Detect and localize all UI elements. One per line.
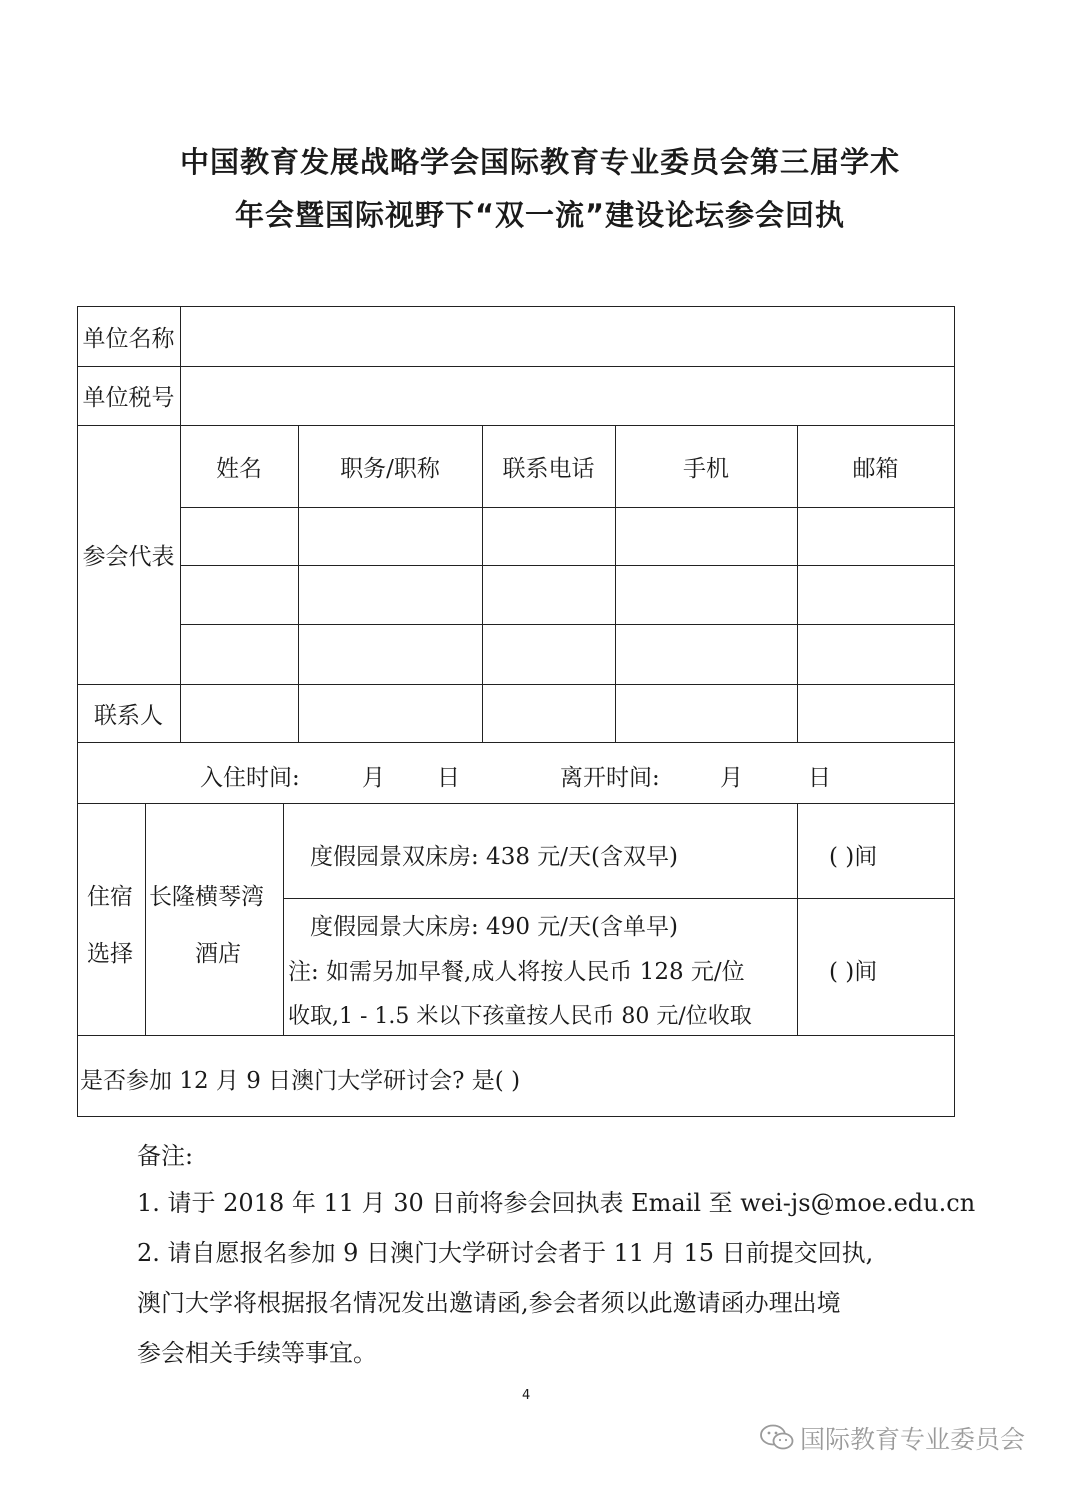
room-note-1: 注: 如需另加早餐,成人将按人民币 128 元/位 (288, 959, 745, 985)
contact-label: 联系人 (94, 702, 163, 729)
delegate-row-1[interactable] (181, 508, 954, 564)
header-title: 职务/职称 (340, 455, 440, 482)
watermark-text: 国际教育专业委员会 (800, 1425, 1026, 1454)
page-number: 4 (522, 1388, 531, 1403)
watermark (760, 1420, 1025, 1456)
room-king-option: 度假园景大床房: 490 元/天(含单早) (310, 914, 678, 940)
notes-line-2: 2. 请自愿报名参加 9 日澳门大学研讨会者于 11 月 15 日前提交回执, (137, 1239, 874, 1267)
delegates-label: 参会代表 (82, 544, 175, 570)
checkin-label: 入住时间: (200, 765, 300, 791)
wechat-icon (760, 1424, 794, 1452)
checkout-day: 日 (808, 765, 831, 791)
checkout-label: 离开时间: (560, 765, 660, 791)
unit-name-field[interactable] (181, 307, 954, 365)
room-twin-option: 度假园景双床房: 438 元/天(含双早) (310, 844, 678, 870)
notes-heading: 备注: (137, 1142, 194, 1170)
seminar-question[interactable]: 是否参加 12 月 9 日澳门大学研讨会? 是( ) (80, 1068, 521, 1094)
notes-line-1: 1. 请于 2018 年 11 月 30 日前将参会回执表 Email 至 wei-js@moe.edu.cn (137, 1189, 976, 1217)
title-line-2: 年会暨国际视野下“双一流”建设论坛参会回执 (234, 198, 846, 232)
lodging-label-2: 选择 (87, 941, 133, 967)
unit-name-label: 单位名称 (82, 325, 175, 352)
checkin-day: 日 (437, 765, 460, 791)
checkout-month: 月 (720, 765, 743, 791)
room-twin-count[interactable]: ( )间 (829, 844, 878, 870)
header-name: 姓名 (216, 455, 262, 482)
contact-row[interactable] (181, 685, 954, 741)
room-king-count[interactable]: ( )间 (829, 959, 878, 985)
header-email: 邮箱 (852, 455, 899, 482)
room-note-2: 收取,1 - 1.5 米以下孩童按人民币 80 元/位收取 (288, 1004, 752, 1029)
title-line-1: 中国教育发展战略学会国际教育专业委员会第三届学术 (179, 145, 900, 179)
checkin-month: 月 (362, 765, 385, 791)
hotel-name-2: 酒店 (195, 941, 241, 967)
header-phone: 联系电话 (502, 455, 595, 482)
delegate-row-2[interactable] (181, 566, 954, 623)
delegate-row-3[interactable] (181, 625, 954, 683)
header-mobile: 手机 (683, 455, 729, 482)
tax-id-label: 单位税号 (82, 385, 175, 411)
hotel-name-1: 长隆横琴湾 (149, 884, 264, 910)
tax-id-field[interactable] (181, 367, 954, 424)
lodging-label-1: 住宿 (87, 884, 133, 910)
notes-line-4: 参会相关手续等事宜。 (137, 1339, 377, 1367)
notes-line-3: 澳门大学将根据报名情况发出邀请函,参会者须以此邀请函办理出境 (137, 1289, 841, 1317)
